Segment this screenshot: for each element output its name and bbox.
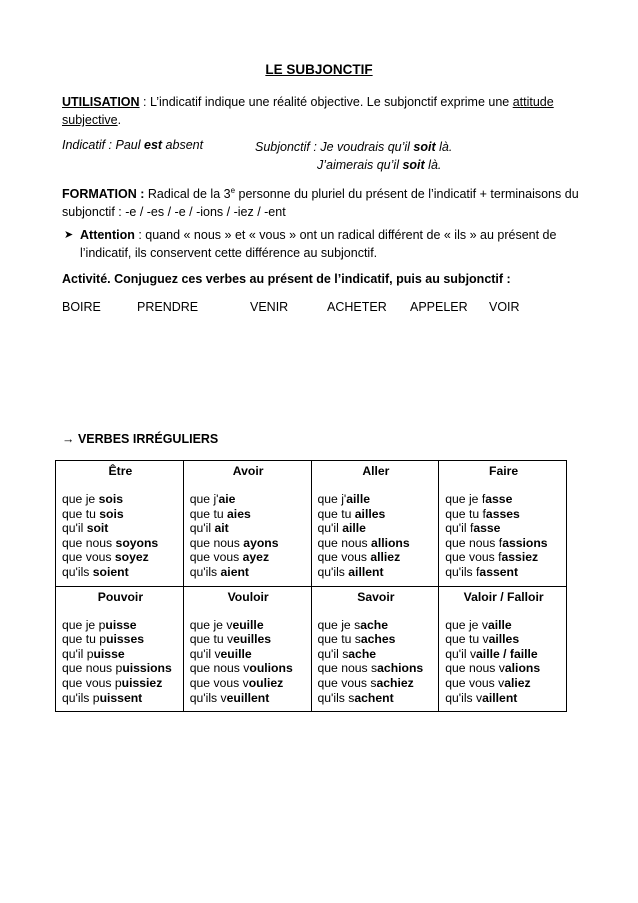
conjugation-ending: uissent: [99, 690, 143, 705]
conjugation-pronoun: qu'ils: [317, 564, 349, 579]
formation-superscript: e: [230, 186, 236, 195]
example-indicatif-suffix: absent: [162, 138, 204, 152]
conjugation-radical: f: [469, 521, 474, 536]
conjugation-pronoun: qu'ils: [189, 564, 221, 579]
conjugation-ending: achiez: [376, 675, 414, 690]
conjugation-line: [445, 618, 562, 633]
conjugation-line: [318, 618, 435, 633]
conjugation-line: [318, 632, 435, 647]
conjugation-line: [62, 632, 179, 647]
conjugation-ending: ache: [360, 617, 388, 632]
conjugation-radical: f: [498, 535, 503, 550]
conjugation-line: [190, 676, 307, 691]
conjugation-pronoun: qu'il: [62, 521, 87, 536]
conjugation-ending: ait: [214, 521, 229, 536]
conjugation-ending: aille: [342, 521, 366, 536]
conjugation-ending: alions: [504, 661, 541, 676]
conjugation-pronoun: que tu: [317, 632, 355, 647]
conjugation-radical: s: [371, 661, 378, 676]
conjugation-radical: f: [476, 564, 480, 579]
verb-cell: [311, 586, 439, 712]
conjugation-ending: aille: [487, 617, 512, 632]
conjugation-radical: p: [86, 646, 94, 661]
conjugation-ending: uisse: [93, 646, 125, 661]
conjugation-line: [445, 550, 562, 565]
example-indicatif: [62, 138, 203, 152]
formation-text-a: Radical de la 3: [144, 187, 231, 202]
conjugation-radical: v: [498, 661, 505, 676]
conjugation-pronoun: que je: [445, 492, 482, 506]
conjugation-ending: soit: [86, 521, 109, 536]
conjugation-ending: aillent: [482, 690, 518, 705]
subj-line1-prefix: Subjonctif : Je voudrais qu’il: [255, 140, 414, 154]
conjugation-line: [445, 676, 562, 691]
conjugation-line: [318, 691, 435, 706]
conjugation-radical: v: [469, 646, 477, 661]
verb-cell: [311, 461, 439, 587]
conjugation-radical: s: [370, 675, 377, 690]
verb-heading: Pouvoir: [97, 589, 144, 604]
conjugation-radical: v: [242, 675, 249, 690]
conjugation-ending: sois: [99, 506, 124, 521]
utilisation-term-1: attitude: [512, 95, 554, 109]
conjugation-radical: v: [214, 646, 221, 661]
conjugation-line: [318, 647, 435, 662]
verb-cell: [439, 586, 567, 712]
conjugation-line: [190, 661, 307, 676]
attention-text: : quand « nous » et « vous » ont un radical différent de « ils » au présent de l’indicatif, ils conservent cette différence au subjonctif.: [80, 228, 557, 260]
example-indicatif-verb: est: [144, 138, 163, 152]
conjugation-pronoun: que je: [445, 617, 482, 632]
conjugation-ending: uissiez: [121, 675, 163, 690]
conjugation-line: [62, 550, 179, 565]
verb-cell: [56, 586, 184, 712]
conjugation-radical: s: [348, 690, 355, 705]
conjugation-pronoun: que nous: [189, 535, 244, 550]
conjugation-ending: aille: [346, 492, 370, 506]
conjugation-ending: uissions: [122, 661, 172, 676]
conjugation-line: [445, 492, 562, 507]
conjugation-ending: ailles: [488, 632, 520, 647]
conjugation-line: [62, 492, 179, 507]
conjugation-line: [62, 661, 179, 676]
conjugation-radical: v: [481, 617, 488, 632]
attention-label: Attention: [80, 228, 135, 242]
conjugation-ending: ayez: [242, 550, 270, 565]
conjugation-pronoun: que vous: [317, 675, 371, 690]
conjugation-radical: p: [98, 617, 106, 632]
conjugation-line: [318, 536, 435, 551]
verb-heading: Aller: [362, 464, 390, 478]
conjugation-table: [55, 460, 567, 712]
conjugation-pronoun: que nous: [62, 535, 116, 550]
verb-item: ACHETER: [327, 300, 387, 314]
conjugation-line: [318, 661, 435, 676]
conjugation-line: [445, 507, 562, 522]
conjugation-line: [190, 632, 307, 647]
conjugation-line: [445, 691, 562, 706]
verb-heading: Vouloir: [227, 589, 269, 604]
conjugation-radical: v: [476, 690, 483, 705]
conjugation-pronoun: que je: [62, 492, 99, 506]
conjugation-line: [318, 565, 435, 580]
conjugation-radical: f: [498, 550, 502, 565]
table-row: [56, 461, 567, 587]
conjugation-ending: ayons: [243, 535, 279, 550]
conjugation-pronoun: que tu: [189, 506, 228, 521]
verb-item: APPELER: [410, 300, 468, 314]
conjugation-pronoun: qu'ils: [189, 690, 221, 705]
verb-item: VOIR: [489, 300, 520, 314]
conjugation-pronoun: que nous: [445, 661, 499, 676]
conjugation-line: [190, 647, 307, 662]
verb-cell: [56, 461, 184, 587]
conjugation-ending: sois: [98, 492, 123, 506]
conjugation-ending: soyez: [114, 550, 149, 565]
verb-cell: [183, 461, 311, 587]
conjugation-ending: euille: [220, 646, 252, 661]
conjugation-pronoun: qu'il: [189, 521, 215, 536]
conjugation-ending: aient: [220, 564, 249, 579]
conjugation-radical: p: [99, 632, 107, 647]
conjugation-line: [62, 536, 179, 551]
verb-heading: Faire: [489, 464, 519, 478]
conjugation-ending: uisse: [105, 617, 137, 632]
conjugation-pronoun: qu'ils: [62, 564, 93, 579]
conjugation-line: [190, 550, 307, 565]
conjugation-radical: f: [482, 506, 486, 521]
verb-item: VENIR: [250, 300, 289, 314]
conjugation-radical: v: [227, 632, 234, 647]
conjugation-pronoun: qu'il: [317, 521, 343, 536]
conjugation-radical: s: [342, 646, 349, 661]
conjugation-radical: v: [243, 661, 250, 676]
formation-text-b: personne du pluriel du présent de l’indicatif + terminaisons du subjonctif : -e / -es / -e / -ions / -iez / -ent: [62, 187, 579, 220]
conjugation-radical: f: [481, 492, 486, 506]
subj-line1-verb: soit: [413, 140, 436, 154]
conjugation-pronoun: qu'ils: [62, 690, 93, 705]
conjugation-line: [190, 691, 307, 706]
conjugation-pronoun: que vous: [317, 550, 371, 565]
conjugation-line: [62, 521, 179, 536]
conjugation-pronoun: que je: [317, 617, 355, 632]
conjugation-line: [318, 507, 435, 522]
conjugation-line: [190, 565, 307, 580]
conjugation-pronoun: qu'ils: [445, 564, 477, 579]
conjugation-ending: aies: [227, 506, 251, 521]
conjugation-line: [190, 492, 307, 507]
conjugation-ending: euille: [232, 617, 264, 632]
conjugation-pronoun: que tu: [445, 506, 483, 521]
formation-paragraph: [62, 182, 582, 221]
conjugation-ending: ache: [348, 646, 377, 661]
conjugation-pronoun: que tu: [189, 632, 228, 647]
verb-heading: Être: [108, 464, 133, 478]
conjugation-line: [445, 632, 562, 647]
conjugation-ending: asses: [485, 506, 520, 521]
conjugation-ending: asse: [473, 521, 501, 536]
conjugation-pronoun: que tu: [62, 506, 100, 521]
conjugation-pronoun: que vous: [189, 550, 243, 565]
conjugation-radical: v: [226, 617, 233, 632]
conjugation-line: [318, 521, 435, 536]
utilisation-paragraph: [62, 93, 582, 129]
conjugation-radical: p: [92, 690, 100, 705]
conjugation-line: [190, 536, 307, 551]
verb-item: BOIRE: [62, 300, 101, 314]
conjugation-ending: euillent: [226, 690, 270, 705]
conjugation-ending: oulions: [249, 661, 293, 676]
subj-line2-prefix: J’aimerais qu’il: [317, 158, 403, 172]
activity-instruction: Activité. Conjuguez ces verbes au présent de l’indicatif, puis au subjonctif :: [62, 272, 511, 286]
conjugation-ending: aie: [218, 492, 236, 506]
conjugation-pronoun: qu'il: [317, 646, 343, 661]
conjugation-pronoun: que vous: [189, 675, 243, 690]
conjugation-pronoun: que je: [62, 617, 99, 632]
utilisation-text: : L’indicatif indique une réalité objective. Le subjonctif exprime une: [139, 95, 513, 109]
conjugation-line: [62, 676, 179, 691]
conjugation-ending: soient: [92, 564, 129, 579]
verb-cell: [183, 586, 311, 712]
conjugation-line: [62, 647, 179, 662]
utilisation-end: .: [117, 113, 122, 127]
conjugation-radical: p: [114, 675, 122, 690]
verb-cell: [439, 461, 567, 587]
conjugation-line: [62, 618, 179, 633]
irregular-verbs-heading: → VERBES IRRÉGULIERS: [62, 432, 219, 446]
conjugation-ending: ailles: [354, 506, 386, 521]
subj-line1-suffix: là.: [435, 140, 453, 154]
conjugation-radical: v: [498, 675, 505, 690]
conjugation-ending: aillent: [348, 564, 384, 579]
conjugation-radical: s: [354, 617, 361, 632]
conjugation-pronoun: qu'il: [445, 646, 470, 661]
conjugation-pronoun: que vous: [445, 675, 499, 690]
subj-line2-suffix: là.: [424, 158, 442, 172]
conjugation-ending: euilles: [233, 632, 272, 647]
conjugation-pronoun: qu'il: [62, 646, 87, 661]
conjugation-pronoun: que j': [317, 492, 347, 506]
conjugation-radical: s: [354, 632, 361, 647]
utilisation-label: UTILISATION: [62, 95, 140, 109]
conjugation-line: [318, 676, 435, 691]
conjugation-line: [190, 507, 307, 522]
conjugation-pronoun: qu'il: [189, 646, 215, 661]
conjugation-ending: asse: [485, 492, 513, 506]
conjugation-pronoun: que nous: [317, 535, 372, 550]
example-indicatif-prefix: Indicatif : Paul: [62, 138, 144, 152]
conjugation-pronoun: que tu: [62, 632, 100, 647]
conjugation-line: [445, 661, 562, 676]
example-subjonctif: [255, 138, 452, 174]
conjugation-line: [190, 618, 307, 633]
conjugation-pronoun: que vous: [62, 675, 115, 690]
conjugation-line: [62, 507, 179, 522]
conjugation-line: [190, 521, 307, 536]
conjugation-radical: v: [482, 632, 489, 647]
conjugation-pronoun: que j': [189, 492, 219, 506]
conjugation-ending: ouliez: [248, 675, 284, 690]
conjugation-radical: p: [115, 661, 123, 676]
conjugation-ending: soyons: [115, 535, 159, 550]
conjugation-ending: aliez: [504, 675, 531, 690]
table-row: [56, 586, 567, 712]
utilisation-term-2: subjective: [62, 113, 118, 127]
conjugation-line: [318, 550, 435, 565]
conjugation-line: [62, 691, 179, 706]
conjugation-line: [318, 492, 435, 507]
verb-heading: Avoir: [232, 464, 264, 478]
conjugation-pronoun: que nous: [317, 661, 372, 676]
conjugation-pronoun: que vous: [445, 550, 499, 565]
formation-label: FORMATION :: [62, 187, 145, 202]
conjugation-ending: achions: [377, 661, 424, 676]
conjugation-line: [445, 565, 562, 580]
conjugation-ending: uisses: [106, 632, 145, 647]
conjugation-pronoun: qu'ils: [317, 690, 349, 705]
attention-bullet: [62, 226, 582, 262]
verb-item: PRENDRE: [137, 300, 199, 314]
conjugation-ending: aille / faille: [476, 646, 538, 661]
conjugation-pronoun: que je: [189, 617, 227, 632]
conjugation-ending: assiez: [501, 550, 539, 565]
conjugation-ending: alliez: [370, 550, 401, 565]
conjugation-pronoun: que nous: [62, 661, 116, 676]
conjugation-line: [445, 521, 562, 536]
conjugation-pronoun: que vous: [62, 550, 115, 565]
conjugation-pronoun: que tu: [445, 632, 483, 647]
conjugation-pronoun: que tu: [317, 506, 355, 521]
verb-heading: Savoir: [357, 589, 395, 604]
conjugation-pronoun: que nous: [189, 661, 244, 676]
arrowhead-bullet-icon: ➤: [64, 229, 74, 241]
conjugation-ending: assent: [479, 564, 519, 579]
subj-line2-verb: soit: [402, 158, 425, 172]
page-title: LE SUBJONCTIF: [265, 62, 373, 77]
conjugation-ending: assions: [502, 535, 548, 550]
conjugation-pronoun: que nous: [445, 535, 499, 550]
conjugation-ending: achent: [354, 690, 394, 705]
verb-heading: Valoir / Falloir: [463, 589, 544, 604]
conjugation-radical: v: [220, 690, 227, 705]
example-subjonctif-line-1: [255, 138, 452, 156]
conjugation-ending: aches: [360, 632, 396, 647]
conjugation-line: [445, 536, 562, 551]
conjugation-line: [62, 565, 179, 580]
conjugation-pronoun: qu'il: [445, 521, 470, 536]
example-subjonctif-line-2: [255, 156, 452, 174]
conjugation-ending: allions: [371, 535, 410, 550]
conjugation-line: [445, 647, 562, 662]
conjugation-pronoun: qu'ils: [445, 690, 477, 705]
